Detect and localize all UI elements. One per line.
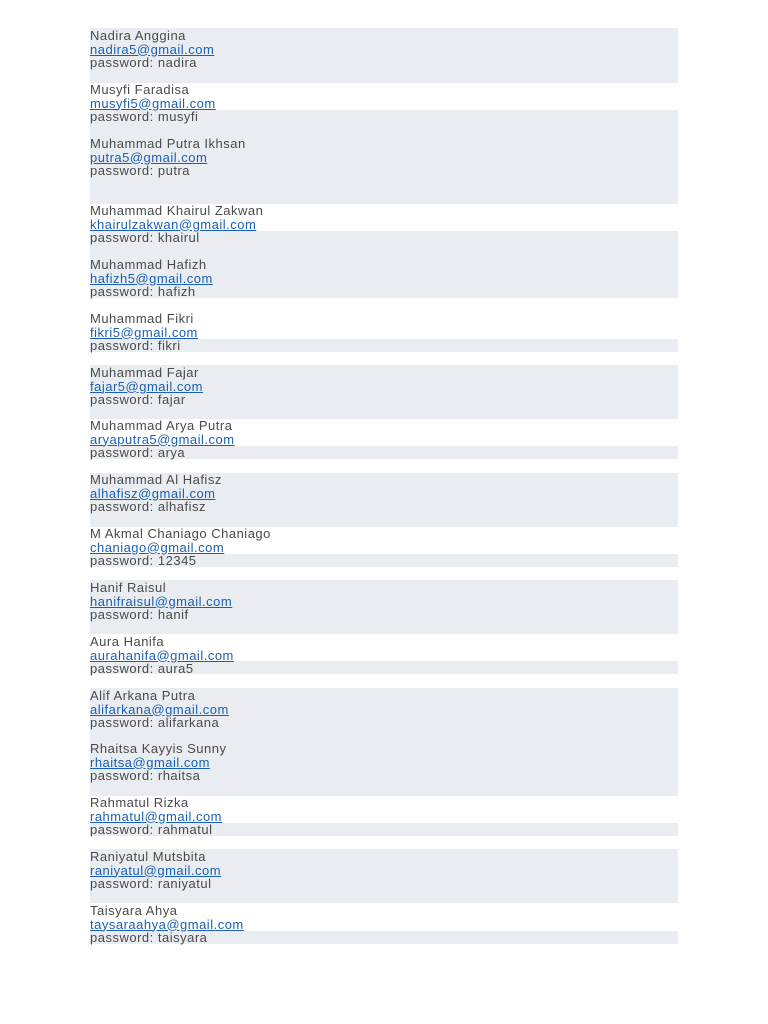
account-email-link[interactable]: hanifraisul@gmail.com xyxy=(90,593,233,609)
password-label: password: xyxy=(90,109,154,124)
account-entry xyxy=(90,83,678,124)
account-email-link[interactable]: taysaraahya@gmail.com xyxy=(90,916,244,932)
account-entry xyxy=(90,419,678,460)
account-email-link[interactable]: aurahanifa@gmail.com xyxy=(90,647,234,663)
account-password xyxy=(90,823,678,837)
account-name: Alif Arkana Putra xyxy=(90,688,196,703)
account-name: Raniyatul Mutsbita xyxy=(90,849,206,864)
password-label: password: xyxy=(90,55,154,70)
account-entry xyxy=(90,635,678,676)
account-email-link[interactable]: khairulzakwan@gmail.com xyxy=(90,216,257,232)
password-value: khairul xyxy=(157,230,200,245)
account-password xyxy=(90,931,678,945)
password-value: fajar xyxy=(157,392,186,407)
account-entry xyxy=(90,527,678,568)
account-password xyxy=(90,716,678,730)
password-label: password: xyxy=(90,445,154,460)
account-name: Muhammad Hafizh xyxy=(90,257,207,272)
password-label: password: xyxy=(90,338,154,353)
account-password xyxy=(90,393,678,407)
password-value: taisyara xyxy=(157,930,208,945)
account-email-link[interactable]: fajar5@gmail.com xyxy=(90,378,203,394)
password-value: nadira xyxy=(157,55,198,70)
account-entry xyxy=(90,137,678,178)
account-email-link[interactable]: hafizh5@gmail.com xyxy=(90,270,213,286)
password-value: alhafisz xyxy=(157,499,206,514)
account-password xyxy=(90,339,678,353)
account-email-link[interactable]: putra5@gmail.com xyxy=(90,149,208,165)
account-name: Muhammad Khairul Zakwan xyxy=(90,203,264,218)
password-label: password: xyxy=(90,661,154,676)
account-email-link[interactable]: raniyatul@gmail.com xyxy=(90,862,222,878)
account-email-link[interactable]: alifarkana@gmail.com xyxy=(90,701,229,717)
account-entry xyxy=(90,850,678,891)
password-label: password: xyxy=(90,553,154,568)
account-password xyxy=(90,110,678,124)
account-name: Rhaitsa Kayyis Sunny xyxy=(90,741,227,756)
account-email-link[interactable]: aryaputra5@gmail.com xyxy=(90,431,235,447)
account-password xyxy=(90,285,678,299)
account-name: Muhammad Al Hafisz xyxy=(90,472,222,487)
account-email-link[interactable]: alhafisz@gmail.com xyxy=(90,485,216,501)
account-name: Musyfi Faradisa xyxy=(90,82,190,97)
password-label: password: xyxy=(90,930,154,945)
account-password xyxy=(90,554,678,568)
account-name: Taisyara Ahya xyxy=(90,903,178,918)
account-name: Aura Hanifa xyxy=(90,634,165,649)
account-name: Muhammad Putra Ikhsan xyxy=(90,136,246,151)
account-password xyxy=(90,877,678,891)
account-email-link[interactable]: rhaitsa@gmail.com xyxy=(90,754,210,770)
account-entry xyxy=(90,689,678,730)
account-entry xyxy=(90,581,678,622)
account-name: Hanif Raisul xyxy=(90,580,167,595)
account-name: Muhammad Arya Putra xyxy=(90,418,233,433)
password-label: password: xyxy=(90,768,154,783)
password-label: password: xyxy=(90,163,154,178)
account-entry xyxy=(90,312,678,353)
password-label: password: xyxy=(90,822,154,837)
password-value: aura5 xyxy=(157,661,194,676)
password-value: 12345 xyxy=(157,553,197,568)
account-entry xyxy=(90,258,678,299)
account-entry xyxy=(90,904,678,945)
password-label: password: xyxy=(90,499,154,514)
account-entry xyxy=(90,366,678,407)
account-email-link[interactable]: nadira5@gmail.com xyxy=(90,41,215,57)
password-value: raniyatul xyxy=(157,876,212,891)
password-label: password: xyxy=(90,715,154,730)
account-name: M Akmal Chaniago Chaniago xyxy=(90,526,271,541)
password-value: alifarkana xyxy=(157,715,220,730)
password-value: rhaitsa xyxy=(157,768,201,783)
password-value: putra xyxy=(157,163,191,178)
account-email-link[interactable]: fikri5@gmail.com xyxy=(90,324,198,340)
account-email-link[interactable]: chaniago@gmail.com xyxy=(90,539,225,555)
account-entry xyxy=(90,742,678,783)
account-password xyxy=(90,164,678,178)
password-label: password: xyxy=(90,607,154,622)
account-name: Muhammad Fikri xyxy=(90,311,194,326)
account-password xyxy=(90,446,678,460)
account-name: Rahmatul Rizka xyxy=(90,795,189,810)
password-value: musyfi xyxy=(157,109,199,124)
password-value: hanif xyxy=(157,607,189,622)
password-value: rahmatul xyxy=(157,822,213,837)
account-entry xyxy=(90,204,678,245)
password-label: password: xyxy=(90,230,154,245)
account-name: Nadira Anggina xyxy=(90,28,186,43)
account-email-link[interactable]: rahmatul@gmail.com xyxy=(90,808,223,824)
password-label: password: xyxy=(90,284,154,299)
account-password xyxy=(90,500,678,514)
account-entry xyxy=(90,796,678,837)
account-password xyxy=(90,662,678,676)
password-label: password: xyxy=(90,876,154,891)
account-email-link[interactable]: musyfi5@gmail.com xyxy=(90,95,216,111)
account-password xyxy=(90,231,678,245)
account-password xyxy=(90,769,678,783)
account-name: Muhammad Fajar xyxy=(90,365,199,380)
account-password xyxy=(90,608,678,622)
account-entry xyxy=(90,473,678,514)
password-value: hafizh xyxy=(157,284,196,299)
account-password xyxy=(90,56,678,70)
password-value: fikri xyxy=(157,338,181,353)
password-label: password: xyxy=(90,392,154,407)
account-entry xyxy=(90,29,678,70)
password-value: arya xyxy=(157,445,186,460)
